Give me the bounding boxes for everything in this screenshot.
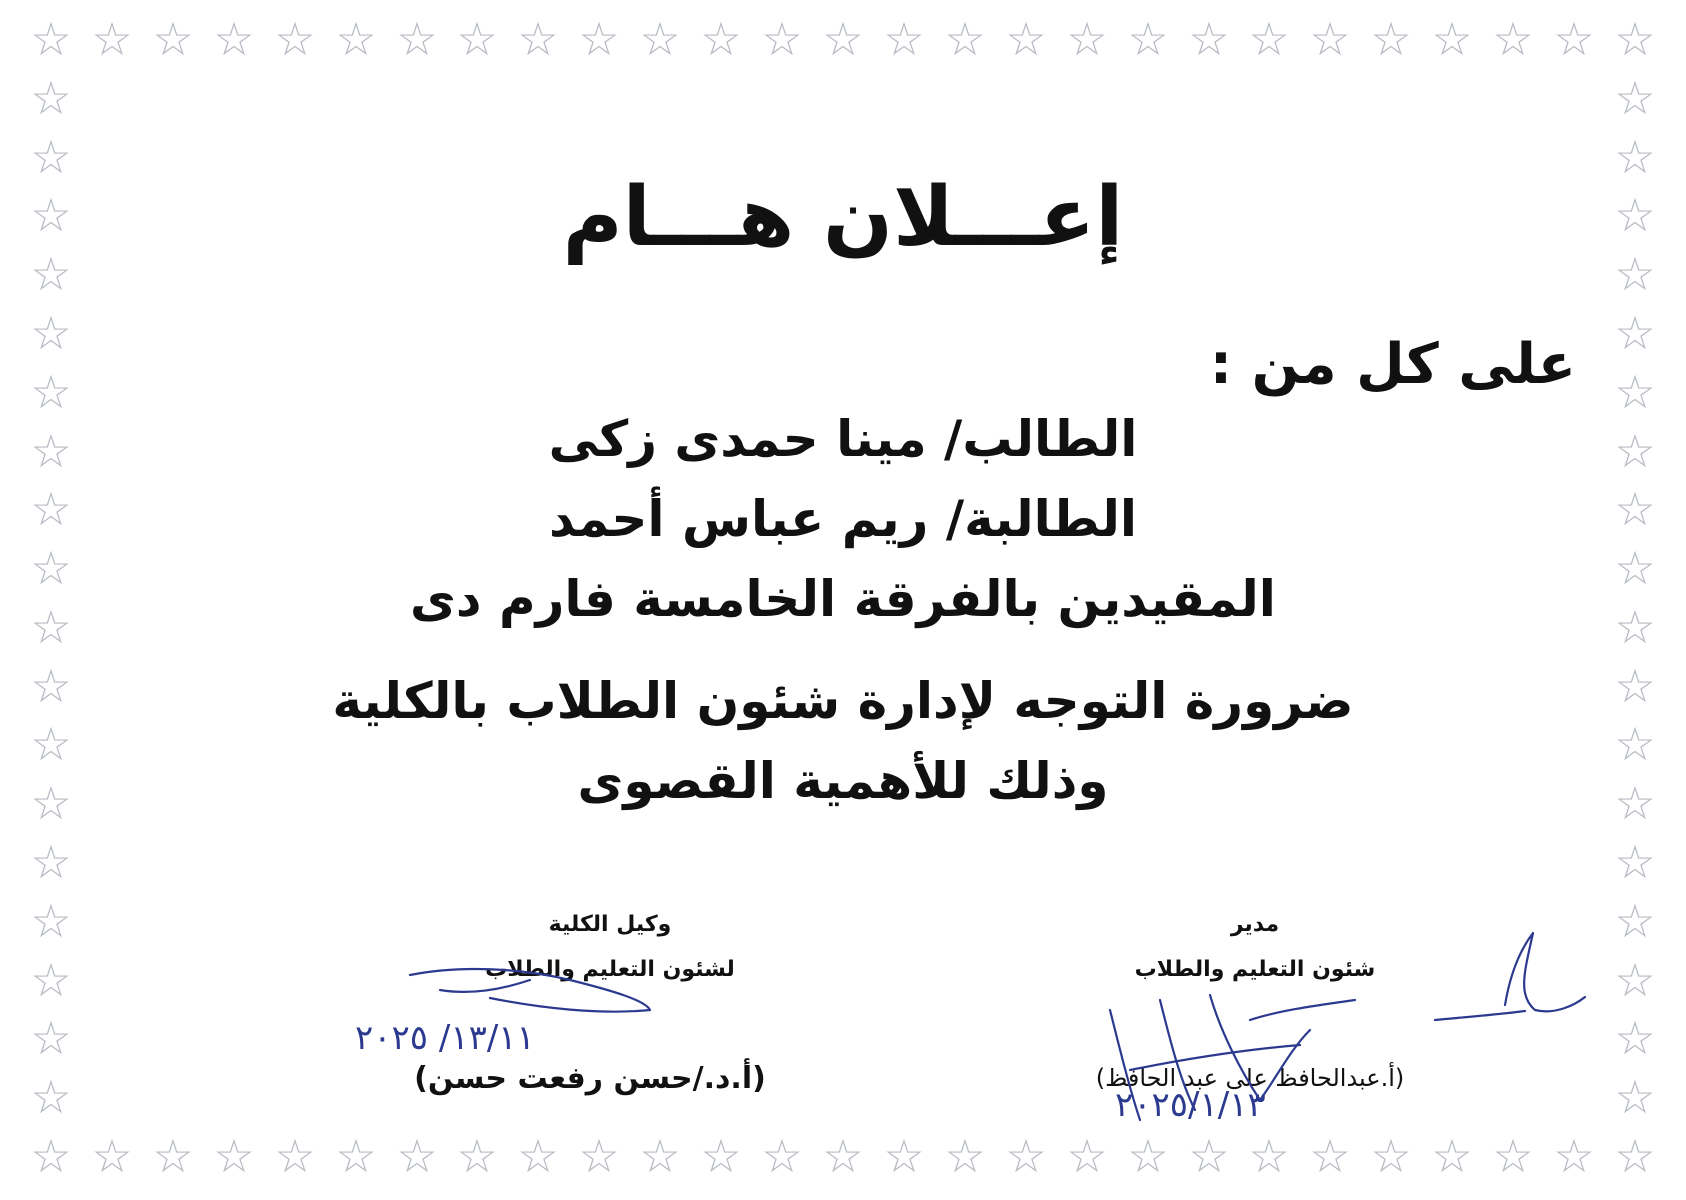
star-outline-icon: ☆: [700, 12, 742, 66]
star-outline-icon: ☆: [1614, 247, 1656, 301]
left-handwritten-date: ١٣/١١/ ٢٠٢٥: [355, 1018, 535, 1058]
star-outline-icon: ☆: [30, 12, 72, 66]
star-outline-icon: ☆: [30, 306, 72, 360]
star-outline-icon: ☆: [30, 835, 72, 889]
message-line-2: وذلك للأهمية القصوى: [577, 752, 1109, 810]
star-outline-icon: ☆: [335, 12, 377, 66]
left-signatory-title-2: لشئون التعليم والطلاب: [485, 957, 735, 982]
star-outline-icon: ☆: [761, 1129, 803, 1183]
student-name-2: الطالبة/ ريم عباس أحمد: [548, 490, 1138, 548]
star-outline-icon: ☆: [578, 1129, 620, 1183]
star-outline-icon: ☆: [213, 12, 255, 66]
star-outline-icon: ☆: [1614, 365, 1656, 419]
star-outline-icon: ☆: [30, 71, 72, 125]
star-outline-icon: ☆: [30, 1129, 72, 1183]
star-outline-icon: ☆: [1188, 1129, 1230, 1183]
star-outline-icon: ☆: [1431, 1129, 1473, 1183]
star-outline-icon: ☆: [30, 953, 72, 1007]
star-outline-icon: ☆: [1614, 12, 1656, 66]
star-outline-icon: ☆: [1066, 1129, 1108, 1183]
star-outline-icon: ☆: [944, 12, 986, 66]
star-outline-icon: ☆: [30, 894, 72, 948]
star-outline-icon: ☆: [1309, 1129, 1351, 1183]
star-outline-icon: ☆: [1614, 1070, 1656, 1124]
star-outline-icon: ☆: [456, 1129, 498, 1183]
message-line-1: ضرورة التوجه لإدارة شئون الطلاب بالكلية: [332, 672, 1354, 730]
star-outline-icon: ☆: [1066, 12, 1108, 66]
star-outline-icon: ☆: [30, 1011, 72, 1065]
star-outline-icon: ☆: [883, 1129, 925, 1183]
star-outline-icon: ☆: [1614, 71, 1656, 125]
star-outline-icon: ☆: [822, 1129, 864, 1183]
right-signatory-title-2: شئون التعليم والطلاب: [1134, 957, 1376, 982]
star-outline-icon: ☆: [30, 1070, 72, 1124]
star-outline-icon: ☆: [335, 1129, 377, 1183]
star-outline-icon: ☆: [1188, 12, 1230, 66]
star-outline-icon: ☆: [944, 1129, 986, 1183]
star-outline-icon: ☆: [30, 247, 72, 301]
star-outline-icon: ☆: [1553, 12, 1595, 66]
star-outline-icon: ☆: [1614, 1129, 1656, 1183]
right-signatory-name: (أ.عبدالحافظ على عبد الحافظ): [1095, 1064, 1405, 1092]
left-signatory-name: (أ.د./حسن رفعت حسن): [414, 1061, 766, 1096]
star-outline-icon: ☆: [578, 12, 620, 66]
star-outline-icon: ☆: [456, 12, 498, 66]
star-outline-icon: ☆: [700, 1129, 742, 1183]
margin-signature-scribble: [1425, 925, 1595, 1035]
star-outline-icon: ☆: [30, 659, 72, 713]
star-outline-icon: ☆: [213, 1129, 255, 1183]
left-signatory-title-1: وكيل الكلية: [548, 912, 672, 937]
right-handwritten-date: ٢٠٢٥/١/١٣: [1115, 1085, 1266, 1125]
star-outline-icon: ☆: [30, 188, 72, 242]
salutation: على كل من :: [1209, 332, 1576, 397]
star-outline-icon: ☆: [1005, 12, 1047, 66]
star-outline-icon: ☆: [1492, 1129, 1534, 1183]
star-outline-icon: ☆: [1614, 600, 1656, 654]
star-outline-icon: ☆: [1553, 1129, 1595, 1183]
student-name-1: الطالب/ مينا حمدى زكى: [548, 410, 1138, 468]
star-outline-icon: ☆: [30, 717, 72, 771]
star-outline-icon: ☆: [639, 12, 681, 66]
star-outline-icon: ☆: [1614, 953, 1656, 1007]
star-outline-icon: ☆: [274, 1129, 316, 1183]
star-outline-icon: ☆: [517, 12, 559, 66]
star-outline-icon: ☆: [1614, 1011, 1656, 1065]
star-outline-icon: ☆: [152, 12, 194, 66]
star-outline-icon: ☆: [1248, 1129, 1290, 1183]
star-outline-icon: ☆: [396, 1129, 438, 1183]
star-outline-icon: ☆: [1431, 12, 1473, 66]
announcement-title: إعـــلان هـــام: [562, 170, 1124, 265]
star-outline-icon: ☆: [1614, 776, 1656, 830]
star-outline-icon: ☆: [1614, 188, 1656, 242]
star-outline-icon: ☆: [274, 12, 316, 66]
star-outline-icon: ☆: [1370, 12, 1412, 66]
star-outline-icon: ☆: [517, 1129, 559, 1183]
star-outline-icon: ☆: [1614, 130, 1656, 184]
star-outline-icon: ☆: [1614, 835, 1656, 889]
star-outline-icon: ☆: [1370, 1129, 1412, 1183]
star-outline-icon: ☆: [30, 776, 72, 830]
star-outline-icon: ☆: [30, 365, 72, 419]
star-outline-icon: ☆: [1614, 482, 1656, 536]
star-outline-icon: ☆: [1614, 894, 1656, 948]
star-outline-icon: ☆: [1127, 12, 1169, 66]
left-signature-scribble: [400, 960, 660, 1020]
star-outline-icon: ☆: [1492, 12, 1534, 66]
star-outline-icon: ☆: [30, 541, 72, 595]
star-outline-icon: ☆: [639, 1129, 681, 1183]
star-outline-icon: ☆: [1127, 1129, 1169, 1183]
star-outline-icon: ☆: [822, 12, 864, 66]
star-outline-icon: ☆: [1614, 306, 1656, 360]
star-outline-icon: ☆: [1248, 12, 1290, 66]
star-outline-icon: ☆: [30, 424, 72, 478]
star-outline-icon: ☆: [1005, 1129, 1047, 1183]
star-outline-icon: ☆: [30, 482, 72, 536]
star-outline-icon: ☆: [883, 12, 925, 66]
star-outline-icon: ☆: [91, 1129, 133, 1183]
star-outline-icon: ☆: [30, 600, 72, 654]
star-outline-icon: ☆: [1614, 659, 1656, 713]
star-outline-icon: ☆: [396, 12, 438, 66]
enrollment-line: المقيدين بالفرقة الخامسة فارم دى: [410, 570, 1276, 628]
star-outline-icon: ☆: [30, 130, 72, 184]
star-outline-icon: ☆: [91, 12, 133, 66]
star-outline-icon: ☆: [1614, 541, 1656, 595]
right-signatory-title-1: مدير: [1230, 912, 1280, 937]
star-outline-icon: ☆: [1614, 717, 1656, 771]
star-outline-icon: ☆: [761, 12, 803, 66]
star-outline-icon: ☆: [152, 1129, 194, 1183]
star-outline-icon: ☆: [1614, 424, 1656, 478]
star-outline-icon: ☆: [1309, 12, 1351, 66]
